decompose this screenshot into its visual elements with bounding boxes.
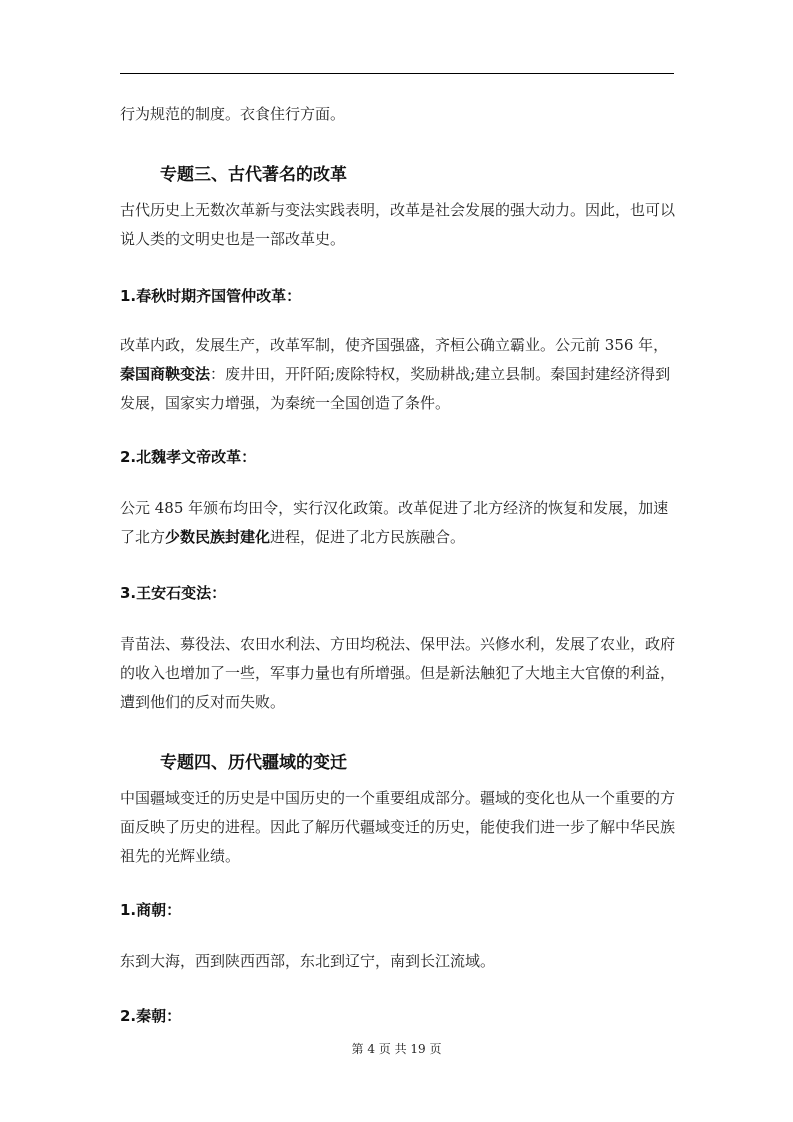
section3-intro: 古代历史上无数次革新与变法实践表明，改革是社会发展的强大动力。因此，也可以说人类的文明史也是一部改革史。 bbox=[120, 201, 676, 248]
section4-intro: 中国疆域变迁的历史是中国历史的一个重要组成部分。疆域的变化也从一个重要的方面反映了历史的进程。因此了解历代疆域变迁的历史，能使我们进一步了解中华民族祖先的光辉业绩。 bbox=[120, 789, 676, 865]
section3-item3-text: 青苗法、募役法、农田水利法、方田均税法、保甲法。兴修水利，发展了农业，政府的收入也增加了一些，军事力量也有所增强。但是新法触犯了大地主大官僚的利益，遭到他们的反对而失败。 bbox=[120, 635, 676, 711]
item1-text-a: 改革内政，发展生产，改革军制，使齐国强盛，齐桓公确立霸业。公元前 356 年， bbox=[120, 336, 669, 354]
section3-item2-heading: 2.北魏孝文帝改革： bbox=[120, 448, 257, 466]
item2-bold: 少数民族封建化 bbox=[165, 528, 271, 546]
item2-text-b: 进程，促进了北方民族融合。 bbox=[270, 528, 466, 546]
item1-text-b: ：废井田，开阡陌;废除特权，奖励耕战;建立县制。秦国封建经济得到发展，国家实力增强，为秦统一全国创造了条件。 bbox=[120, 365, 671, 412]
continued-text: 行为规范的制度。衣食住行方面。 bbox=[120, 105, 346, 123]
page-number: 第 4 页 共 19 页 bbox=[351, 1042, 442, 1056]
section3-title: 专题三、古代著名的改革 bbox=[160, 165, 347, 185]
section3-item2-text bbox=[120, 494, 680, 552]
item1-bold: 秦国商鞅变法 bbox=[120, 365, 211, 383]
header-rule bbox=[120, 73, 674, 74]
section3-item1-text bbox=[120, 331, 680, 418]
section4-item1-text: 东到大海，西到陕西西部，东北到辽宁，南到长江流域。 bbox=[120, 952, 496, 970]
section4-item2-heading: 2.秦朝： bbox=[120, 1007, 182, 1025]
section3-item3-heading: 3.王安石变法： bbox=[120, 584, 227, 602]
section4-item1-heading: 1.商朝： bbox=[120, 901, 182, 919]
section3-item1-heading: 1.春秋时期齐国管仲改革： bbox=[120, 287, 302, 305]
section4-title: 专题四、历代疆域的变迁 bbox=[160, 753, 347, 773]
item2-text-a: 公元 485 年颁布均田令，实行汉化政策。改革促进了北方经济的恢复和发展，加速了北方 bbox=[120, 499, 669, 546]
